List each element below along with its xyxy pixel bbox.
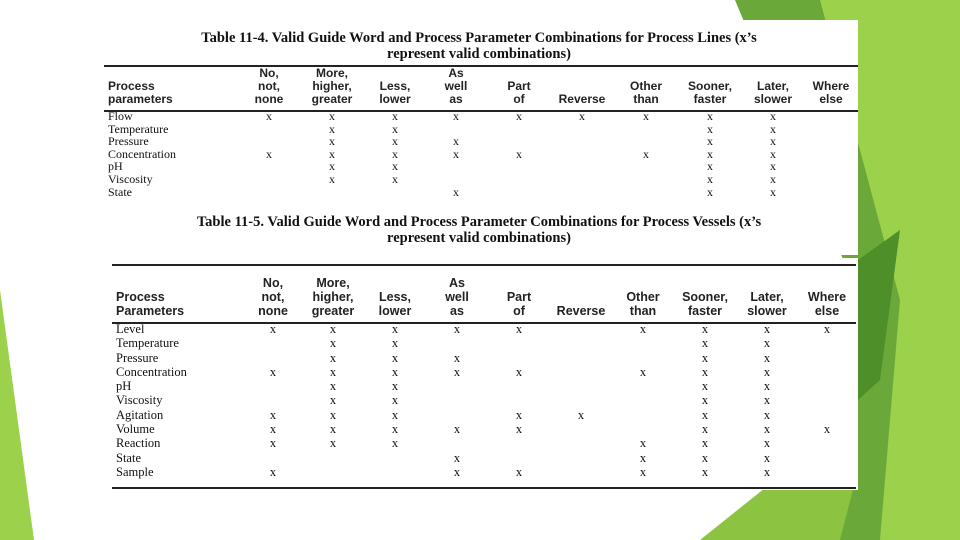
- combination-cell: x: [391, 336, 399, 351]
- combination-cell: [550, 422, 612, 436]
- column-header: No, not, none: [258, 276, 288, 318]
- combination-cell: [550, 379, 612, 393]
- combination-cell: x: [516, 109, 522, 123]
- combination-cell: [798, 336, 856, 350]
- parameter-name: Concentration: [108, 146, 176, 161]
- combination-cell: x: [770, 134, 776, 149]
- combination-cell: x: [391, 379, 399, 394]
- combination-cell: [798, 451, 856, 465]
- combination-cell: [614, 173, 678, 186]
- column-header: No, not, none: [254, 66, 284, 106]
- combination-cell: x: [763, 436, 771, 451]
- combination-cell: x: [701, 464, 709, 479]
- combination-cell: x: [763, 336, 771, 351]
- combination-cell: x: [823, 322, 831, 336]
- combination-cell: [240, 123, 298, 136]
- parameter-name: Volume: [116, 422, 155, 437]
- combination-cell: x: [707, 171, 713, 186]
- combination-cell: x: [453, 364, 461, 379]
- combination-cell: x: [770, 109, 776, 123]
- left-green-wedge: [0, 290, 34, 540]
- parameter-name: pH: [116, 379, 132, 394]
- combination-cell: x: [329, 109, 335, 123]
- combination-cell: x: [701, 322, 709, 336]
- combination-cell: x: [639, 322, 647, 336]
- combination-cell: x: [269, 322, 277, 336]
- combination-cell: x: [392, 109, 398, 123]
- combination-cell: [550, 135, 614, 148]
- combination-cell: [804, 186, 858, 199]
- table-row: [112, 451, 856, 465]
- combination-cell: x: [329, 350, 337, 365]
- combination-cell: x: [701, 393, 709, 408]
- combination-cell: [488, 451, 550, 465]
- combination-cell: x: [329, 422, 337, 437]
- combination-cell: [614, 160, 678, 173]
- combination-cell: [614, 123, 678, 136]
- table-row: [112, 336, 856, 350]
- combination-cell: [550, 393, 612, 407]
- parameter-name: Temperature: [108, 121, 169, 136]
- combination-cell: x: [266, 109, 272, 123]
- table-row: [104, 135, 858, 148]
- combination-cell: [550, 336, 612, 350]
- table-11-5-caption: Table 11-5. Valid Guide Word and Process Parameter Combinations for Process Vessels (x’s represent valid combinations): [196, 214, 762, 246]
- combination-cell: [614, 135, 678, 148]
- column-header: More, higher, greater: [311, 276, 355, 318]
- combination-cell: [298, 186, 366, 199]
- combination-cell: x: [515, 422, 523, 437]
- column-header: Reverse: [556, 304, 606, 318]
- combination-cell: x: [391, 364, 399, 379]
- combination-cell: x: [707, 109, 713, 123]
- combination-cell: [364, 451, 426, 465]
- column-header: Other than: [626, 290, 660, 318]
- combination-cell: x: [453, 350, 461, 365]
- combination-cell: x: [329, 134, 335, 149]
- combination-cell: x: [643, 109, 649, 123]
- parameter-name: Concentration: [116, 364, 187, 379]
- combination-cell: x: [329, 379, 337, 394]
- combination-cell: x: [329, 322, 337, 336]
- column-header: Less, lower: [379, 79, 411, 106]
- combination-cell: x: [269, 407, 277, 422]
- combination-cell: [302, 451, 364, 465]
- column-header: As well as: [445, 276, 469, 318]
- combination-cell: [488, 336, 550, 350]
- combination-cell: [798, 408, 856, 422]
- combination-cell: [550, 436, 612, 450]
- combination-cell: x: [392, 146, 398, 161]
- combination-cell: x: [515, 364, 523, 379]
- combination-cell: x: [701, 364, 709, 379]
- combination-cell: x: [639, 364, 647, 379]
- combination-cell: x: [392, 134, 398, 149]
- combination-cell: [550, 123, 614, 136]
- combination-cell: [612, 336, 674, 350]
- combination-cell: x: [770, 184, 776, 199]
- combination-cell: [550, 365, 612, 379]
- column-header: Part of: [506, 290, 532, 318]
- table-row: [112, 322, 856, 336]
- combination-cell: [244, 393, 302, 407]
- combination-cell: x: [392, 121, 398, 136]
- combination-cell: [302, 465, 364, 479]
- combination-cell: x: [763, 407, 771, 422]
- column-header: Process Parameters: [116, 290, 185, 318]
- combination-cell: [426, 393, 488, 407]
- combination-cell: [798, 436, 856, 450]
- column-header: Later, slower: [753, 79, 792, 106]
- combination-cell: [804, 123, 858, 136]
- combination-cell: [426, 436, 488, 450]
- combination-cell: x: [453, 109, 459, 123]
- combination-cell: x: [269, 436, 277, 451]
- combination-cell: [488, 379, 550, 393]
- table-11-4-panel: [100, 20, 858, 210]
- combination-cell: [488, 160, 550, 173]
- combination-cell: [424, 173, 488, 186]
- table-row: [104, 160, 858, 173]
- parameter-name: Agitation: [116, 407, 164, 422]
- combination-cell: x: [707, 146, 713, 161]
- parameter-name: State: [108, 184, 132, 199]
- combination-cell: [488, 351, 550, 365]
- combination-cell: [550, 186, 614, 199]
- combination-cell: [550, 451, 612, 465]
- table-11-5-caption-panel: [100, 210, 858, 255]
- combination-cell: x: [515, 322, 523, 336]
- combination-cell: x: [515, 407, 523, 422]
- table-11-5: [112, 266, 856, 479]
- combination-cell: [244, 451, 302, 465]
- combination-cell: x: [453, 146, 459, 161]
- combination-cell: x: [453, 322, 461, 336]
- combination-cell: x: [266, 146, 272, 161]
- table-header-row: [112, 266, 856, 322]
- combination-cell: x: [391, 322, 399, 336]
- column-header: More, higher, greater: [311, 66, 353, 106]
- combination-cell: x: [577, 407, 585, 422]
- combination-cell: x: [391, 436, 399, 451]
- combination-cell: [550, 160, 614, 173]
- combination-cell: x: [701, 379, 709, 394]
- combination-cell: [426, 336, 488, 350]
- combination-cell: x: [701, 350, 709, 365]
- column-header: Reverse: [558, 92, 606, 106]
- column-header: Sooner, faster: [687, 79, 732, 106]
- combination-cell: x: [269, 464, 277, 479]
- table-row: [104, 186, 858, 199]
- table-row: [104, 123, 858, 136]
- combination-cell: x: [516, 146, 522, 161]
- combination-cell: x: [770, 146, 776, 161]
- table-row: [104, 173, 858, 186]
- combination-cell: [488, 123, 550, 136]
- combination-cell: x: [329, 121, 335, 136]
- combination-cell: x: [707, 134, 713, 149]
- column-header: Process parameters: [108, 79, 173, 106]
- combination-cell: [488, 436, 550, 450]
- combination-cell: [612, 422, 674, 436]
- combination-cell: x: [763, 393, 771, 408]
- table-11-4-caption: Table 11-4. Valid Guide Word and Process Parameter Combinations for Process Lines (x’s represent valid combinations): [201, 30, 757, 62]
- combination-cell: x: [763, 379, 771, 394]
- combination-cell: [550, 148, 614, 161]
- combination-cell: [614, 186, 678, 199]
- combination-cell: x: [770, 159, 776, 174]
- combination-cell: [804, 148, 858, 161]
- combination-cell: [244, 379, 302, 393]
- column-header: As well as: [444, 66, 468, 106]
- table-row: [104, 148, 858, 161]
- combination-cell: x: [707, 121, 713, 136]
- combination-cell: [612, 393, 674, 407]
- combination-cell: x: [579, 109, 585, 123]
- combination-cell: x: [329, 436, 337, 451]
- combination-cell: x: [329, 336, 337, 351]
- combination-cell: x: [453, 184, 459, 199]
- combination-cell: x: [763, 350, 771, 365]
- combination-cell: x: [391, 407, 399, 422]
- combination-cell: [488, 393, 550, 407]
- combination-cell: [804, 160, 858, 173]
- combination-cell: x: [639, 464, 647, 479]
- combination-cell: [366, 186, 424, 199]
- combination-cell: [804, 110, 858, 123]
- combination-cell: x: [329, 407, 337, 422]
- combination-cell: x: [515, 464, 523, 479]
- combination-cell: [798, 351, 856, 365]
- column-header: Part of: [507, 79, 531, 106]
- parameter-name: pH: [108, 159, 123, 174]
- table-row: [112, 351, 856, 365]
- combination-cell: [364, 465, 426, 479]
- combination-cell: x: [643, 146, 649, 161]
- combination-cell: [426, 379, 488, 393]
- combination-cell: [798, 393, 856, 407]
- table-row: [112, 422, 856, 436]
- column-header: Later, slower: [747, 290, 787, 318]
- combination-cell: x: [770, 121, 776, 136]
- combination-cell: x: [329, 146, 335, 161]
- combination-cell: x: [701, 336, 709, 351]
- combination-cell: [550, 351, 612, 365]
- combination-cell: x: [329, 159, 335, 174]
- combination-cell: x: [453, 464, 461, 479]
- combination-cell: [488, 173, 550, 186]
- table-row: [112, 365, 856, 379]
- combination-cell: [240, 186, 298, 199]
- combination-cell: x: [453, 450, 461, 465]
- column-header: Other than: [629, 79, 662, 106]
- combination-cell: [488, 186, 550, 199]
- combination-cell: [612, 379, 674, 393]
- combination-cell: [488, 135, 550, 148]
- combination-cell: x: [391, 350, 399, 365]
- combination-cell: [240, 160, 298, 173]
- combination-cell: [550, 465, 612, 479]
- parameter-name: Pressure: [108, 134, 149, 149]
- combination-cell: [798, 365, 856, 379]
- combination-cell: x: [763, 364, 771, 379]
- combination-cell: x: [269, 364, 277, 379]
- combination-cell: x: [823, 422, 831, 437]
- combination-cell: x: [763, 450, 771, 465]
- combination-cell: [804, 135, 858, 148]
- parameter-name: State: [116, 450, 141, 465]
- table-bottom-rule: [112, 487, 856, 489]
- combination-cell: x: [770, 171, 776, 186]
- combination-cell: x: [763, 322, 771, 336]
- parameter-name: Level: [116, 322, 145, 336]
- combination-cell: x: [391, 422, 399, 437]
- combination-cell: x: [392, 171, 398, 186]
- parameter-name: Viscosity: [116, 393, 163, 408]
- column-header: Less, lower: [378, 290, 412, 318]
- combination-cell: [612, 408, 674, 422]
- combination-cell: [426, 408, 488, 422]
- combination-cell: [798, 379, 856, 393]
- parameter-name: Temperature: [116, 336, 179, 351]
- combination-cell: [240, 173, 298, 186]
- table-row: [112, 436, 856, 450]
- combination-cell: x: [701, 450, 709, 465]
- combination-cell: x: [329, 364, 337, 379]
- combination-cell: x: [639, 450, 647, 465]
- combination-cell: [424, 160, 488, 173]
- parameter-name: Pressure: [116, 350, 159, 365]
- combination-cell: [550, 173, 614, 186]
- combination-cell: x: [329, 393, 337, 408]
- combination-cell: [244, 336, 302, 350]
- combination-cell: [550, 322, 612, 336]
- combination-cell: x: [639, 436, 647, 451]
- combination-cell: x: [329, 171, 335, 186]
- combination-cell: x: [707, 184, 713, 199]
- combination-cell: [804, 173, 858, 186]
- table-row: [112, 379, 856, 393]
- combination-cell: x: [707, 159, 713, 174]
- combination-cell: [798, 465, 856, 479]
- combination-cell: x: [701, 422, 709, 437]
- parameter-name: Viscosity: [108, 171, 153, 186]
- combination-cell: x: [763, 464, 771, 479]
- column-header: Where else: [807, 290, 847, 318]
- combination-cell: x: [392, 159, 398, 174]
- table-row: [112, 408, 856, 422]
- column-header: Where else: [812, 79, 850, 106]
- column-header: Sooner, faster: [682, 290, 728, 318]
- table-11-5-panel: [106, 258, 858, 490]
- table-row: [112, 465, 856, 479]
- table-11-4: [104, 66, 858, 198]
- parameter-name: Reaction: [116, 436, 161, 451]
- table-row: [104, 110, 858, 123]
- parameter-name: Sample: [116, 464, 154, 479]
- combination-cell: x: [701, 436, 709, 451]
- table-row: [112, 393, 856, 407]
- combination-cell: x: [453, 134, 459, 149]
- combination-cell: x: [701, 407, 709, 422]
- parameter-name: Flow: [108, 109, 133, 123]
- combination-cell: x: [269, 422, 277, 437]
- combination-cell: x: [391, 393, 399, 408]
- combination-cell: [244, 351, 302, 365]
- combination-cell: x: [453, 422, 461, 437]
- combination-cell: [240, 135, 298, 148]
- table-header-row: [104, 66, 858, 110]
- combination-cell: [612, 351, 674, 365]
- combination-cell: x: [763, 422, 771, 437]
